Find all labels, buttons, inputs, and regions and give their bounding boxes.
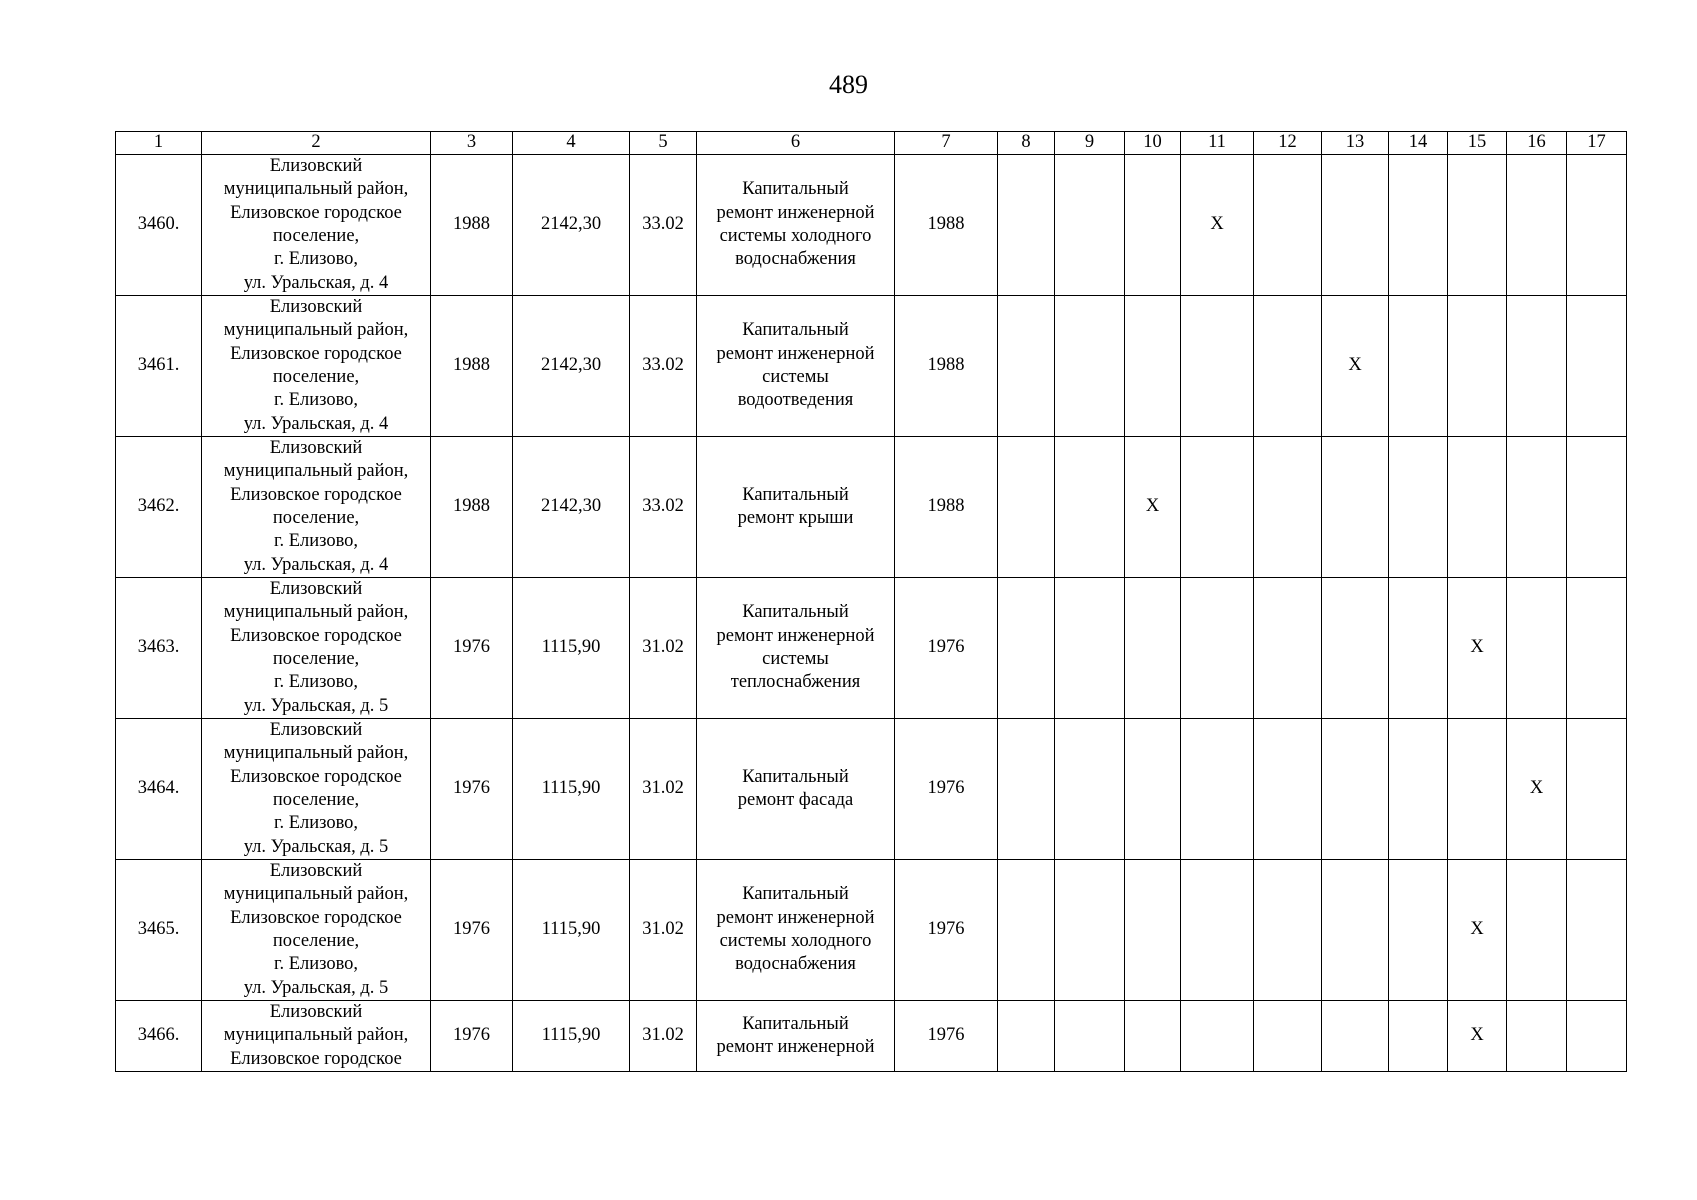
mark-cell-col-13	[1322, 1001, 1389, 1072]
address-cell-line: муниципальный район,	[223, 884, 409, 905]
table-row	[116, 719, 1627, 860]
table-row	[116, 578, 1627, 719]
work-type-cell-line: водоотведения	[737, 390, 854, 411]
row-number: 3461.	[116, 296, 202, 437]
planned-year-cell: 1976	[895, 1001, 998, 1072]
mark-cell-col-8	[998, 1001, 1055, 1072]
mark-cell-col-16	[1507, 860, 1567, 1001]
mark-cell-col-12	[1254, 860, 1322, 1001]
area-cell: 1115,90	[513, 578, 630, 719]
row-number: 3463.	[116, 578, 202, 719]
work-type-cell-line: теплоснабжения	[730, 672, 861, 693]
table-row	[116, 155, 1627, 296]
mark-cell-col-17	[1567, 719, 1627, 860]
mark-cell-col-16	[1507, 578, 1567, 719]
planned-year-cell: 1988	[895, 296, 998, 437]
column-number-6: 6	[697, 132, 895, 155]
table-row	[116, 296, 1627, 437]
work-type-cell-line: ремонт инженерной	[716, 907, 875, 928]
year-built-cell: 1976	[431, 1001, 513, 1072]
work-type-cell-line: системы холодного	[719, 931, 872, 951]
address-cell	[202, 578, 431, 719]
mark-cell-col-17	[1567, 437, 1627, 578]
address-cell-line: Елизовское городское	[230, 484, 402, 505]
mark-cell-col-14	[1389, 437, 1448, 578]
code-cell: 33.02	[630, 155, 697, 296]
address-cell-line: поселение,	[272, 931, 360, 951]
mark-cell-col-11	[1181, 296, 1254, 437]
mark-cell-col-9	[1055, 296, 1125, 437]
mark-cell-col-17	[1567, 296, 1627, 437]
address-cell-line: г. Елизово,	[273, 672, 359, 693]
mark-cell-col-16	[1507, 155, 1567, 296]
area-cell: 2142,30	[513, 296, 630, 437]
mark-cell-col-14	[1389, 1001, 1448, 1072]
address-cell-line: Елизовское городское	[230, 202, 402, 223]
address-cell	[202, 155, 431, 296]
column-number-12: 12	[1254, 132, 1322, 155]
mark-cell-col-17	[1567, 578, 1627, 719]
address-cell-line: ул. Уральская, д. 4	[243, 554, 389, 575]
mark-cell-col-8	[998, 296, 1055, 437]
mark-cell-col-15	[1448, 296, 1507, 437]
table-body	[116, 132, 1627, 1072]
address-cell-line: ул. Уральская, д. 4	[243, 413, 389, 434]
address-cell-line: Елизовский	[269, 1002, 363, 1022]
work-type-cell-line: водоснабжения	[735, 954, 856, 975]
mark-cell-col-12	[1254, 296, 1322, 437]
column-number-1: 1	[116, 132, 202, 155]
mark-cell-col-13	[1322, 719, 1389, 860]
mark-cell-col-9	[1055, 719, 1125, 860]
planned-year-cell: 1988	[895, 437, 998, 578]
address-cell-line: г. Елизово,	[273, 954, 359, 975]
work-type-cell	[697, 860, 895, 1001]
address-cell-line: г. Елизово,	[273, 390, 359, 411]
planned-year-cell: 1976	[895, 860, 998, 1001]
address-cell-line: муниципальный район,	[223, 179, 409, 200]
work-type-cell-line: Капитальный	[742, 884, 849, 905]
work-type-cell	[697, 296, 895, 437]
column-number-9: 9	[1055, 132, 1125, 155]
address-cell-line: ул. Уральская, д. 4	[243, 272, 389, 293]
mark-cell-col-8	[998, 860, 1055, 1001]
mark-cell-col-8	[998, 719, 1055, 860]
area-cell: 2142,30	[513, 155, 630, 296]
work-type-cell-line: Капитальный	[742, 179, 849, 200]
mark-cell-col-13: X	[1322, 296, 1389, 437]
table-row	[116, 1001, 1627, 1072]
mark-cell-col-15	[1448, 155, 1507, 296]
work-type-cell-line: системы	[762, 367, 829, 387]
work-type-cell-line: ремонт инженерной	[716, 1036, 875, 1057]
mark-cell-col-15	[1448, 719, 1507, 860]
address-cell-line: Елизовское городское	[230, 625, 402, 646]
mark-cell-col-13	[1322, 437, 1389, 578]
address-cell-line: Елизовское городское	[230, 343, 402, 364]
code-cell: 31.02	[630, 1001, 697, 1072]
mark-cell-col-10	[1125, 578, 1181, 719]
year-built-cell: 1988	[431, 155, 513, 296]
work-type-cell-line: ремонт инженерной	[716, 202, 875, 223]
mark-cell-col-13	[1322, 578, 1389, 719]
work-type-cell	[697, 719, 895, 860]
mark-cell-col-8	[998, 155, 1055, 296]
planned-year-cell: 1976	[895, 578, 998, 719]
work-type-cell-line: ремонт инженерной	[716, 625, 875, 646]
mark-cell-col-12	[1254, 578, 1322, 719]
code-cell: 31.02	[630, 578, 697, 719]
table-row	[116, 437, 1627, 578]
code-cell: 31.02	[630, 719, 697, 860]
mark-cell-col-17	[1567, 1001, 1627, 1072]
planned-year-cell: 1976	[895, 719, 998, 860]
mark-cell-col-11	[1181, 578, 1254, 719]
mark-cell-col-9	[1055, 1001, 1125, 1072]
address-cell-line: поселение,	[272, 367, 360, 387]
mark-cell-col-10	[1125, 296, 1181, 437]
work-type-cell	[697, 1001, 895, 1072]
column-number-11: 11	[1181, 132, 1254, 155]
column-number-4: 4	[513, 132, 630, 155]
mark-cell-col-12	[1254, 719, 1322, 860]
mark-cell-col-10	[1125, 1001, 1181, 1072]
mark-cell-col-16	[1507, 437, 1567, 578]
mark-cell-col-15	[1448, 437, 1507, 578]
address-cell-line: поселение,	[272, 508, 360, 528]
column-number-17: 17	[1567, 132, 1627, 155]
year-built-cell: 1976	[431, 578, 513, 719]
mark-cell-col-12	[1254, 1001, 1322, 1072]
address-cell-line: муниципальный район,	[223, 461, 409, 482]
mark-cell-col-10	[1125, 719, 1181, 860]
column-number-10: 10	[1125, 132, 1181, 155]
work-type-cell-line: системы	[762, 649, 829, 669]
address-cell-line: муниципальный район,	[223, 743, 409, 764]
work-type-cell-line: Капитальный	[742, 602, 849, 623]
address-cell	[202, 860, 431, 1001]
row-number: 3464.	[116, 719, 202, 860]
mark-cell-col-15: X	[1448, 860, 1507, 1001]
mark-cell-col-16	[1507, 1001, 1567, 1072]
row-number: 3466.	[116, 1001, 202, 1072]
mark-cell-col-14	[1389, 860, 1448, 1001]
capital-repair-table	[115, 131, 1627, 1072]
address-cell-line: ул. Уральская, д. 5	[243, 695, 389, 716]
address-cell-line: поселение,	[272, 790, 360, 810]
column-number-13: 13	[1322, 132, 1389, 155]
planned-year-cell: 1988	[895, 155, 998, 296]
mark-cell-col-13	[1322, 155, 1389, 296]
address-cell-line: ул. Уральская, д. 5	[243, 836, 389, 857]
work-type-cell-line: Капитальный	[742, 484, 849, 505]
mark-cell-col-15: X	[1448, 1001, 1507, 1072]
mark-cell-col-12	[1254, 155, 1322, 296]
mark-cell-col-13	[1322, 860, 1389, 1001]
mark-cell-col-14	[1389, 578, 1448, 719]
year-built-cell: 1976	[431, 719, 513, 860]
address-cell-line: Елизовский	[269, 861, 363, 882]
column-number-16: 16	[1507, 132, 1567, 155]
code-cell: 33.02	[630, 296, 697, 437]
address-cell-line: Елизовский	[269, 156, 363, 177]
code-cell: 31.02	[630, 860, 697, 1001]
mark-cell-col-8	[998, 578, 1055, 719]
column-number-2: 2	[202, 132, 431, 155]
address-cell-line: Елизовский	[269, 579, 363, 600]
work-type-cell-line: Капитальный	[742, 1013, 849, 1034]
mark-cell-col-11	[1181, 437, 1254, 578]
mark-cell-col-11	[1181, 1001, 1254, 1072]
area-cell: 2142,30	[513, 437, 630, 578]
mark-cell-col-14	[1389, 155, 1448, 296]
address-cell-line: Елизовское городское	[230, 907, 402, 928]
address-cell-line: поселение,	[272, 226, 360, 246]
address-cell-line: муниципальный район,	[223, 320, 409, 341]
work-type-cell-line: Капитальный	[742, 320, 849, 341]
address-cell-line: Елизовское городское	[230, 766, 402, 787]
mark-cell-col-16	[1507, 296, 1567, 437]
mark-cell-col-11: X	[1181, 155, 1254, 296]
mark-cell-col-10	[1125, 155, 1181, 296]
column-number-15: 15	[1448, 132, 1507, 155]
mark-cell-col-14	[1389, 719, 1448, 860]
address-cell-line: муниципальный район,	[223, 602, 409, 623]
address-cell-line: поселение,	[272, 649, 360, 669]
column-number-5: 5	[630, 132, 697, 155]
column-number-3: 3	[431, 132, 513, 155]
mark-cell-col-17	[1567, 155, 1627, 296]
year-built-cell: 1988	[431, 437, 513, 578]
mark-cell-col-9	[1055, 860, 1125, 1001]
mark-cell-col-10: X	[1125, 437, 1181, 578]
work-type-cell	[697, 578, 895, 719]
mark-cell-col-12	[1254, 437, 1322, 578]
year-built-cell: 1976	[431, 860, 513, 1001]
address-cell-line: муниципальный район,	[223, 1025, 409, 1046]
work-type-cell	[697, 155, 895, 296]
header-row	[116, 132, 1627, 155]
address-cell-line: г. Елизово,	[273, 249, 359, 270]
work-type-cell-line: ремонт фасада	[737, 790, 854, 810]
code-cell: 33.02	[630, 437, 697, 578]
area-cell: 1115,90	[513, 860, 630, 1001]
address-cell	[202, 296, 431, 437]
mark-cell-col-9	[1055, 437, 1125, 578]
row-number: 3462.	[116, 437, 202, 578]
year-built-cell: 1988	[431, 296, 513, 437]
area-cell: 1115,90	[513, 1001, 630, 1072]
mark-cell-col-8	[998, 437, 1055, 578]
table-row	[116, 860, 1627, 1001]
row-number: 3460.	[116, 155, 202, 296]
address-cell-line: Елизовский	[269, 438, 363, 459]
mark-cell-col-9	[1055, 578, 1125, 719]
mark-cell-col-17	[1567, 860, 1627, 1001]
column-number-14: 14	[1389, 132, 1448, 155]
mark-cell-col-11	[1181, 860, 1254, 1001]
address-cell	[202, 719, 431, 860]
work-type-cell-line: водоснабжения	[735, 249, 856, 270]
work-type-cell-line: ремонт инженерной	[716, 343, 875, 364]
work-type-cell-line: системы холодного	[719, 226, 872, 246]
work-type-cell-line: ремонт крыши	[737, 508, 854, 528]
work-type-cell-line: Капитальный	[742, 766, 849, 787]
column-number-8: 8	[998, 132, 1055, 155]
address-cell	[202, 437, 431, 578]
mark-cell-col-10	[1125, 860, 1181, 1001]
column-number-7: 7	[895, 132, 998, 155]
mark-cell-col-11	[1181, 719, 1254, 860]
mark-cell-col-15: X	[1448, 578, 1507, 719]
address-cell-line: Елизовский	[269, 720, 363, 741]
address-cell-line: Елизовский	[269, 297, 363, 318]
mark-cell-col-9	[1055, 155, 1125, 296]
area-cell: 1115,90	[513, 719, 630, 860]
address-cell	[202, 1001, 431, 1072]
address-cell-line: Елизовское городское	[230, 1048, 402, 1069]
mark-cell-col-16: X	[1507, 719, 1567, 860]
mark-cell-col-14	[1389, 296, 1448, 437]
row-number: 3465.	[116, 860, 202, 1001]
work-type-cell	[697, 437, 895, 578]
page-number: 489	[829, 70, 868, 99]
address-cell-line: ул. Уральская, д. 5	[243, 977, 389, 998]
address-cell-line: г. Елизово,	[273, 813, 359, 834]
address-cell-line: г. Елизово,	[273, 531, 359, 552]
